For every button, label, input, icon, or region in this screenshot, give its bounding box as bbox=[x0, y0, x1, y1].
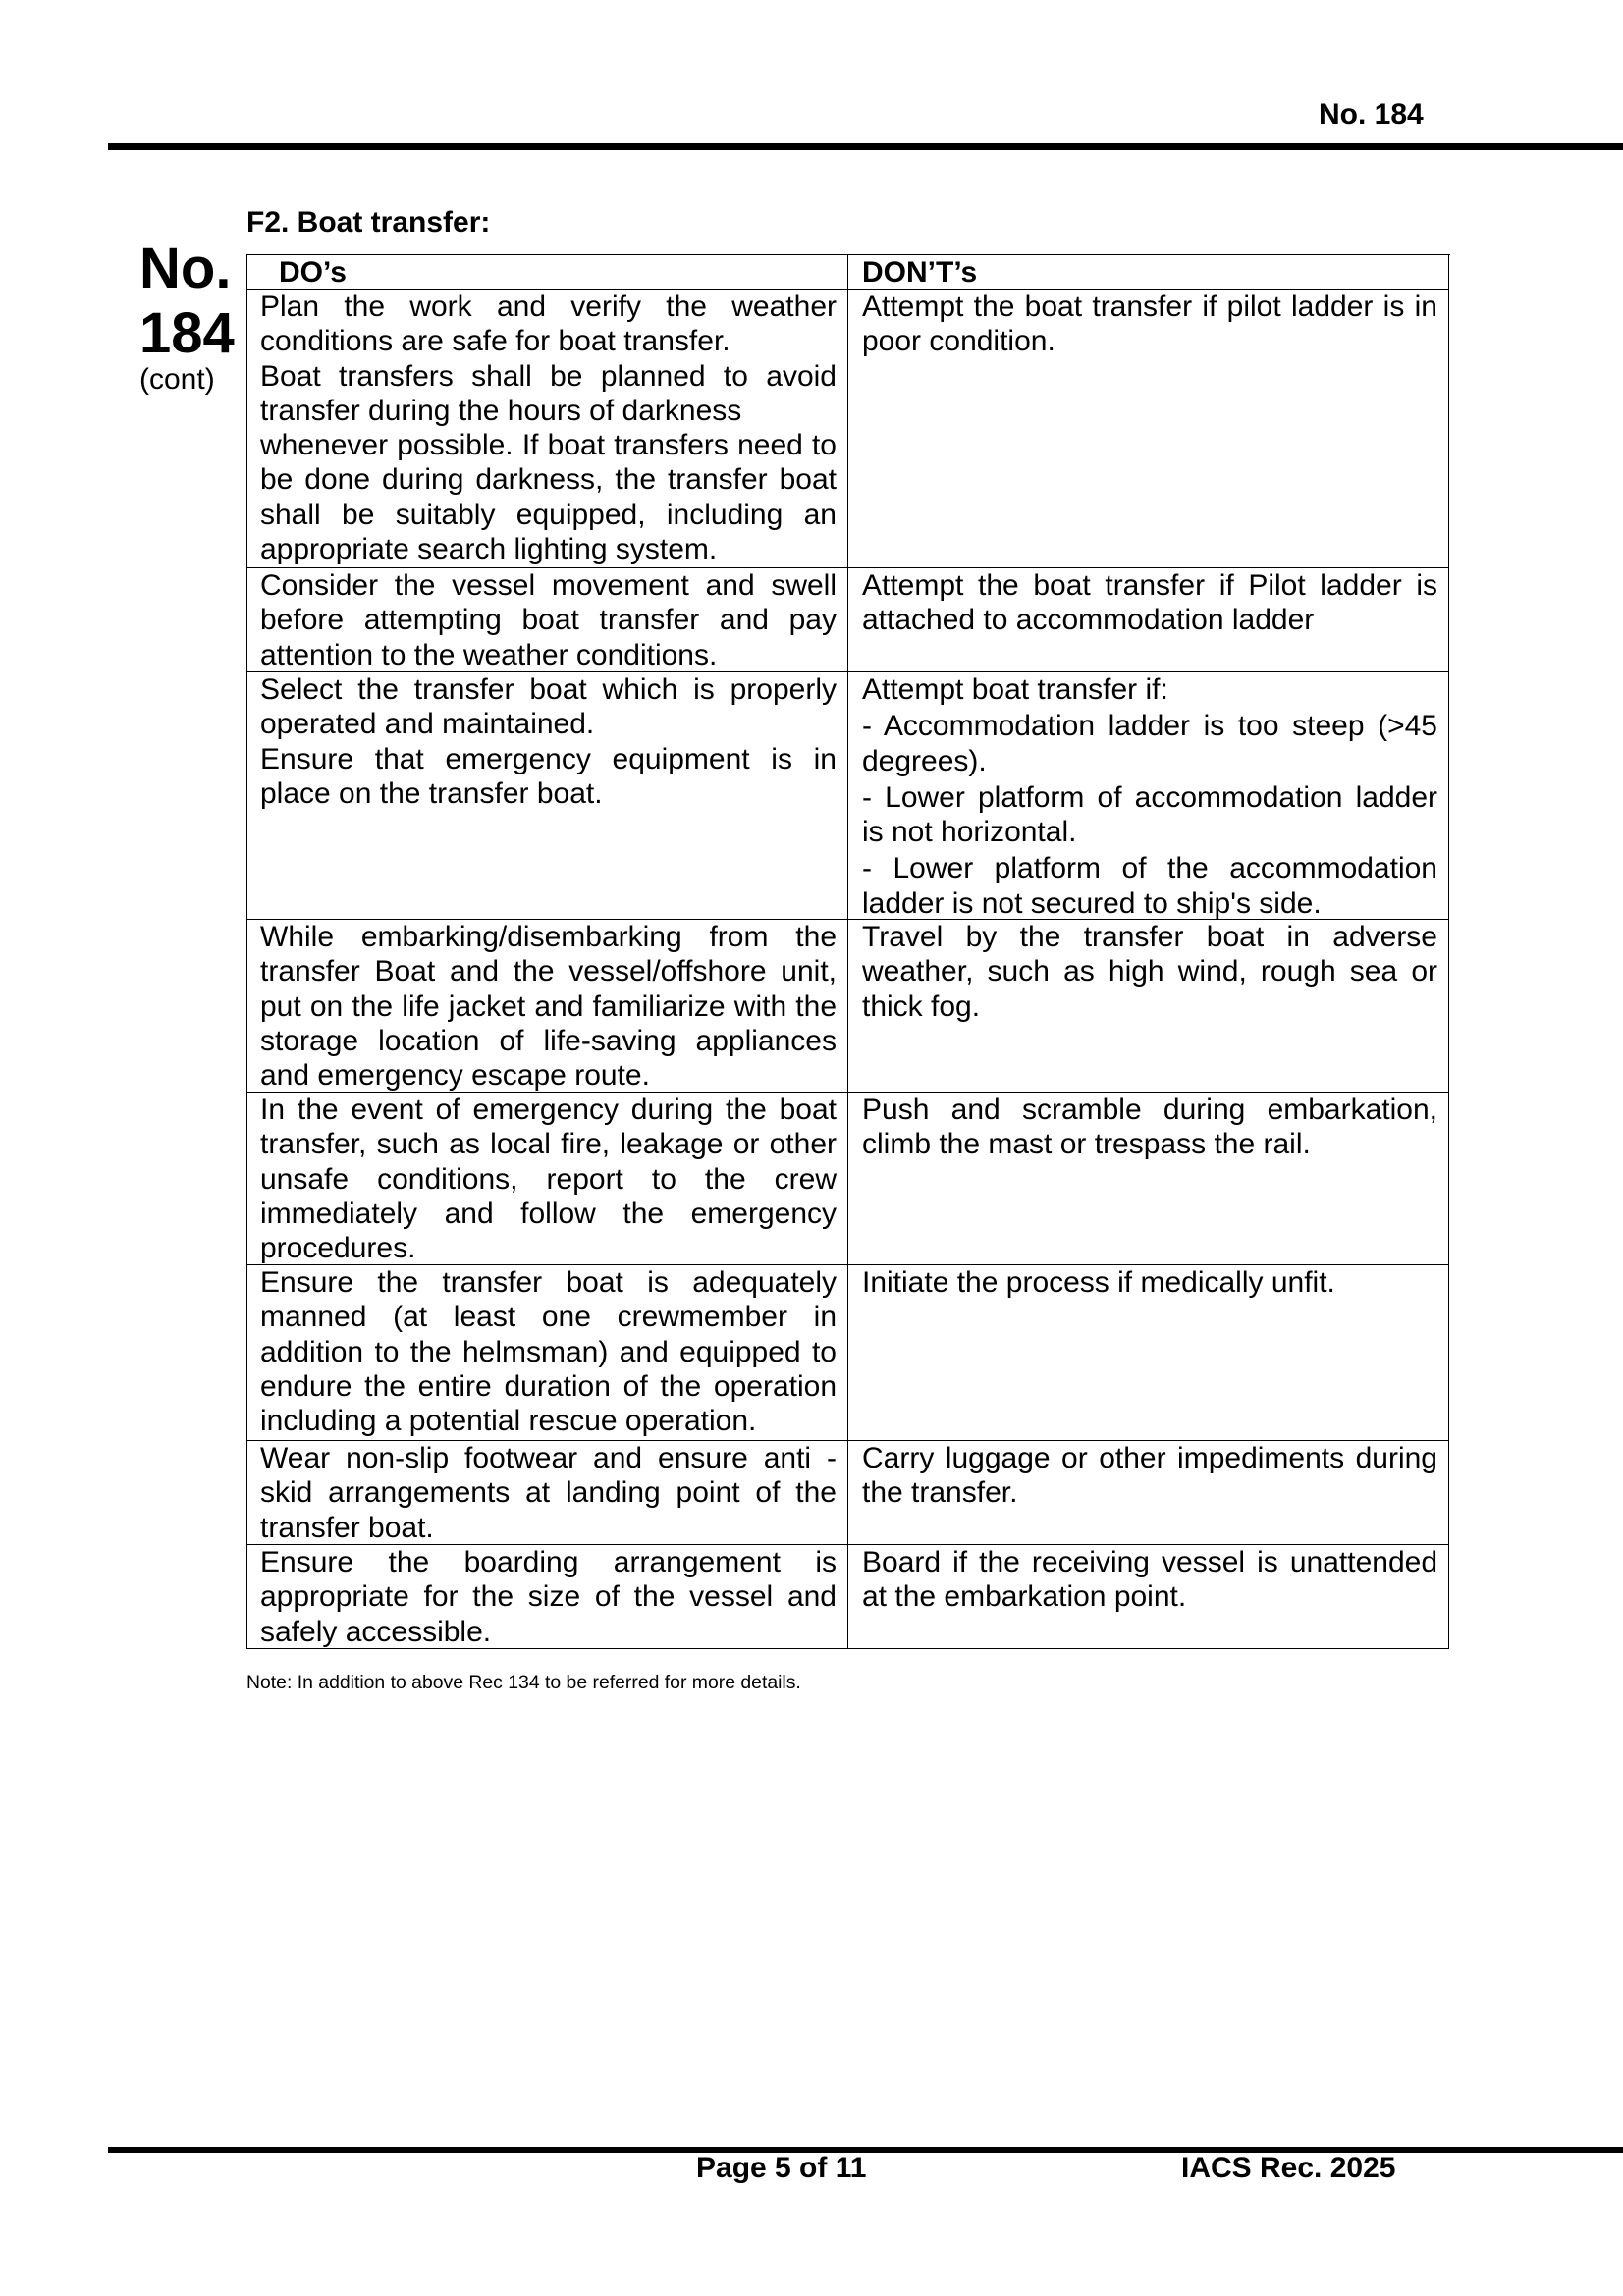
text-line: Attempt boat transfer if: bbox=[862, 673, 1168, 706]
text-line: Attempt the boat transfer if pilot ladder is in bbox=[862, 291, 1437, 323]
row-2-dont-cell bbox=[848, 568, 1449, 672]
text-line: Initiate the process if medically unfit. bbox=[862, 1266, 1335, 1299]
cell-paragraph bbox=[862, 1093, 1437, 1162]
cell-paragraph bbox=[260, 1545, 837, 1649]
text-line: at the embarkation point. bbox=[862, 1580, 1187, 1614]
text-line: procedures. bbox=[260, 1232, 416, 1265]
row-1-do-cell bbox=[247, 290, 848, 568]
footer-doc-reference: IACS Rec. 2025 bbox=[1181, 2152, 1396, 2184]
footer-page-number: Page 5 of 11 bbox=[696, 2152, 867, 2184]
row-1-dont-cell bbox=[848, 290, 1449, 568]
text-line: - Accommodation ladder is too steep (>45 bbox=[862, 710, 1437, 743]
cell-paragraph bbox=[862, 1265, 1437, 1300]
column-header-dos: DO’s bbox=[247, 255, 848, 290]
text-line: Carry luggage or other impediments during bbox=[862, 1442, 1437, 1474]
text-line: climb the mast or trespass the rail. bbox=[862, 1128, 1311, 1161]
sidebar-no-label: No. bbox=[139, 237, 232, 300]
row-4-dont-cell bbox=[848, 920, 1449, 1093]
text-line: and emergency escape route. bbox=[260, 1059, 650, 1093]
text-line: In the event of emergency during the boat bbox=[260, 1094, 837, 1126]
cell-paragraph bbox=[260, 290, 837, 359]
cell-paragraph bbox=[260, 568, 837, 672]
cell-paragraph bbox=[260, 1441, 837, 1545]
row-3-do-cell bbox=[247, 672, 848, 920]
cell-paragraph bbox=[260, 920, 837, 1093]
text-line: - Lower platform of accommodation ladder bbox=[862, 780, 1437, 814]
cell-paragraph bbox=[260, 428, 837, 566]
text-line: skid arrangements at landing point of the bbox=[260, 1476, 837, 1510]
cell-paragraph bbox=[862, 290, 1437, 359]
row-5-dont-cell bbox=[848, 1093, 1449, 1265]
text-line: - Lower platform of the accommodation bbox=[862, 852, 1437, 885]
text-line: the transfer. bbox=[862, 1476, 1018, 1510]
text-line: put on the life jacket and familiarize with the bbox=[260, 989, 837, 1023]
text-line: conditions are safe for boat transfer. bbox=[260, 325, 730, 358]
row-5-do-cell bbox=[247, 1093, 848, 1265]
text-line: storage location of life-saving appliances bbox=[260, 1024, 837, 1057]
sidebar-number: 184 bbox=[139, 301, 235, 365]
cell-paragraph bbox=[862, 780, 1437, 850]
text-line: Ensure the boarding arrangement is bbox=[260, 1546, 837, 1578]
row-7-dont-cell bbox=[848, 1441, 1449, 1545]
cell-paragraph bbox=[862, 1545, 1437, 1615]
cell-paragraph bbox=[862, 568, 1437, 638]
text-line: appropriate for the size of the vessel and bbox=[260, 1580, 837, 1614]
text-line: Consider the vessel movement and swell bbox=[260, 569, 837, 602]
row-6-dont-cell bbox=[848, 1265, 1449, 1441]
text-line: degrees). bbox=[862, 744, 987, 777]
text-line: before attempting boat transfer and pay bbox=[260, 604, 837, 637]
cell-paragraph bbox=[260, 672, 837, 742]
text-line: whenever possible. If boat transfers need to bbox=[260, 429, 837, 462]
cell-paragraph bbox=[862, 709, 1437, 778]
text-line: thick fog. bbox=[862, 989, 981, 1023]
row-2-do-cell bbox=[247, 568, 848, 672]
text-line: poor condition. bbox=[862, 325, 1055, 358]
text-line: Ensure that emergency equipment is in bbox=[260, 742, 837, 775]
cell-paragraph bbox=[862, 920, 1437, 1024]
text-line: Travel by the transfer boat in adverse bbox=[862, 921, 1437, 953]
cell-paragraph bbox=[260, 742, 837, 812]
row-8-do-cell bbox=[247, 1545, 848, 1649]
row-7-do-cell bbox=[247, 1441, 848, 1545]
text-line: Select the transfer boat which is properly bbox=[260, 673, 837, 706]
text-line: weather, such as high wind, rough sea or bbox=[862, 955, 1437, 988]
text-line: place on the transfer boat. bbox=[260, 776, 603, 810]
text-line: attached to accommodation ladder bbox=[862, 604, 1315, 637]
text-line: attention to the weather conditions. bbox=[260, 638, 718, 671]
text-line: transfer, such as local fire, leakage or other bbox=[260, 1128, 837, 1161]
sidebar-cont-label: (cont) bbox=[139, 363, 215, 396]
text-line: including a potential rescue operation. bbox=[260, 1405, 757, 1438]
dos-donts-table bbox=[246, 254, 1450, 1649]
table-note: Note: In addition to above Rec 134 to be referred for more details. bbox=[246, 1672, 801, 1693]
text-line: immediately and follow the emergency bbox=[260, 1197, 837, 1230]
section-title: F2. Boat transfer: bbox=[246, 206, 491, 239]
text-line: Plan the work and verify the weather bbox=[260, 291, 837, 323]
text-line: be done during darkness, the transfer boat bbox=[260, 463, 837, 497]
text-line: shall be suitably equipped, including an bbox=[260, 498, 837, 531]
header-rule bbox=[108, 143, 1623, 150]
cell-paragraph bbox=[862, 672, 1437, 707]
cell-paragraph bbox=[260, 359, 837, 429]
text-line: is not horizontal. bbox=[862, 816, 1077, 849]
text-line: unsafe conditions, report to the crew bbox=[260, 1162, 837, 1196]
header-doc-number: No. 184 bbox=[1319, 98, 1424, 131]
text-line: transfer Boat and the vessel/offshore unit, bbox=[260, 955, 837, 988]
text-line: safely accessible. bbox=[260, 1615, 492, 1648]
cell-paragraph bbox=[862, 1441, 1437, 1511]
text-line: Board if the receiving vessel is unattended bbox=[862, 1546, 1437, 1578]
row-3-dont-cell bbox=[848, 672, 1449, 920]
text-line: endure the entire duration of the operation bbox=[260, 1369, 837, 1403]
column-header-donts: DON’T’s bbox=[848, 255, 1449, 290]
text-line: addition to the helmsman) and equipped to bbox=[260, 1335, 837, 1368]
row-6-do-cell bbox=[247, 1265, 848, 1441]
text-line: ladder is not secured to ship's side. bbox=[862, 886, 1322, 920]
row-4-do-cell bbox=[247, 920, 848, 1093]
text-line: Attempt the boat transfer if Pilot ladder is bbox=[862, 569, 1437, 602]
text-line: transfer during the hours of darkness bbox=[260, 394, 742, 427]
text-line: While embarking/disembarking from the bbox=[260, 921, 837, 953]
cell-paragraph bbox=[260, 1265, 837, 1438]
text-line: manned (at least one crewmember in bbox=[260, 1301, 837, 1334]
cell-paragraph bbox=[260, 1093, 837, 1265]
text-line: transfer boat. bbox=[260, 1511, 434, 1544]
text-line: Boat transfers shall be planned to avoid bbox=[260, 359, 837, 393]
text-line: Wear non-slip footwear and ensure anti - bbox=[260, 1442, 837, 1474]
text-line: Ensure the transfer boat is adequately bbox=[260, 1266, 837, 1299]
cell-paragraph bbox=[862, 851, 1437, 921]
row-8-dont-cell bbox=[848, 1545, 1449, 1649]
text-line: appropriate search lighting system. bbox=[260, 533, 718, 566]
text-line: operated and maintained. bbox=[260, 708, 595, 741]
text-line: Push and scramble during embarkation, bbox=[862, 1094, 1437, 1126]
